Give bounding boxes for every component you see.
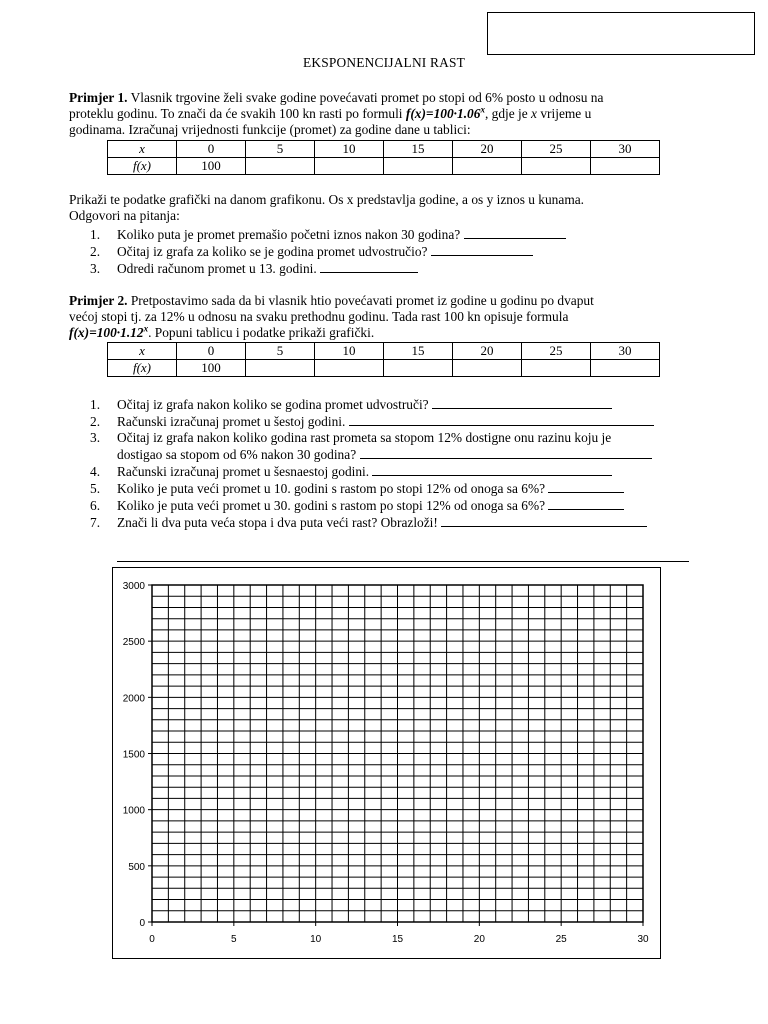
- fx-cell[interactable]: [315, 158, 384, 175]
- question-text: Koliko puta je promet premašio početni iznos nakon 30 godina?: [117, 227, 464, 242]
- example1-text-2a: proteklu godinu. To znači da će svakih 100 kn rasti po formuli: [69, 106, 406, 121]
- example2-question: [90, 514, 647, 531]
- question-text: Računski izračunaj promet u šesnaestoj godini.: [117, 464, 373, 479]
- example1-line1: [69, 90, 603, 106]
- fx-cell[interactable]: [246, 158, 315, 175]
- x-cell: 10: [315, 141, 384, 158]
- fx-cell[interactable]: [384, 158, 453, 175]
- question-text: Očitaj iz grafa nakon koliko se godina promet udvostruči?: [117, 397, 432, 412]
- example2-line2: većoj stopi tj. za 12% u odnosu na svaku prethodnu godinu. Tada rast 100 kn opisuje formula: [69, 309, 569, 324]
- fx-cell[interactable]: 100: [177, 158, 246, 175]
- table-row: [108, 360, 660, 377]
- y-tick-label: 1500: [122, 749, 145, 761]
- question-text: Očitaj iz grafa za koliko se je godina promet udvostručio?: [117, 244, 431, 259]
- question-text: dostigao sa stopom od 6% nakon 30 godina?: [117, 447, 360, 462]
- example2-question: [90, 430, 611, 446]
- question-number: 2.: [90, 414, 101, 429]
- question-text: Odredi računom promet u 13. godini.: [117, 261, 321, 276]
- example1-text-2c: vrijeme u: [537, 106, 592, 121]
- question-number: 3.: [90, 261, 101, 276]
- fx-header: f(x): [108, 158, 177, 175]
- x-cell: 30: [591, 141, 660, 158]
- x-header: x: [108, 141, 177, 158]
- y-tick-label: 0: [139, 918, 145, 929]
- example1-line2: [69, 106, 591, 122]
- x-cell: 0: [177, 141, 246, 158]
- fx-cell[interactable]: [315, 360, 384, 377]
- question-number: 1.: [90, 227, 101, 242]
- question-number: 7.: [90, 515, 101, 530]
- answer-blank[interactable]: [320, 260, 418, 273]
- x-tick-label: 30: [637, 934, 649, 945]
- answer-blank[interactable]: [349, 413, 654, 426]
- question-number: 2.: [90, 244, 101, 259]
- example2-text-3: . Popuni tablicu i podatke prikaži grafički.: [148, 325, 375, 340]
- fx-cell[interactable]: [384, 360, 453, 377]
- answer-blank[interactable]: [548, 497, 624, 510]
- example2-line3: [69, 325, 374, 341]
- x-header: x: [108, 343, 177, 360]
- table-row: [108, 141, 660, 158]
- example1-instructions-1: Prikaži te podatke grafički na danom grafikonu. Os x predstavlja godine, a os y iznos u kunama.: [69, 192, 585, 207]
- example2-table: [107, 342, 660, 377]
- x-cell: 10: [315, 343, 384, 360]
- example2-formula-exp: x: [143, 323, 149, 334]
- x-tick-label: 25: [555, 934, 567, 945]
- question-text: Koliko je puta veći promet u 30. godini s rastom po stopi 12% od onoga sa 6%?: [117, 498, 549, 513]
- x-cell: 20: [453, 343, 522, 360]
- y-tick-label: 2500: [122, 637, 145, 649]
- example2-question: [90, 480, 624, 497]
- table-row: [108, 158, 660, 175]
- answer-blank[interactable]: [548, 480, 624, 493]
- answer-blank[interactable]: [431, 243, 533, 256]
- example1-text-2b: , gdje je: [484, 106, 532, 121]
- answer-blank[interactable]: [441, 514, 647, 527]
- x-cell: 15: [384, 141, 453, 158]
- example1-question: [90, 226, 566, 243]
- x-cell: 30: [591, 343, 660, 360]
- answer-blank[interactable]: [372, 463, 612, 476]
- y-tick-label: 2000: [122, 693, 145, 705]
- y-tick-label: 1000: [122, 805, 145, 817]
- example1-question: [90, 243, 533, 260]
- fx-cell[interactable]: [453, 158, 522, 175]
- fx-cell[interactable]: [591, 360, 660, 377]
- x-cell: 20: [453, 141, 522, 158]
- name-box[interactable]: [487, 12, 755, 55]
- fx-cell[interactable]: [522, 360, 591, 377]
- example2-question-cont: [90, 446, 652, 463]
- example2-text-1: Pretpostavimo sada da bi vlasnik htio povećavati promet iz godine u godinu po dvaput: [127, 293, 594, 308]
- answer-blank[interactable]: [432, 396, 612, 409]
- example1-label: Primjer 1.: [69, 90, 128, 105]
- x-cell: 5: [246, 141, 315, 158]
- fx-cell[interactable]: 100: [177, 360, 246, 377]
- graph-grid-chart[interactable]: [112, 567, 661, 959]
- fx-cell[interactable]: [522, 158, 591, 175]
- question-text: Znači li dva puta veća stopa i dva puta veći rast? Obrazloži!: [117, 515, 442, 530]
- page-title: EKSPONENCIJALNI RAST: [302, 55, 466, 70]
- example2-line1: [69, 293, 594, 309]
- example1-table: [107, 140, 660, 175]
- x-tick-label: 10: [310, 934, 322, 945]
- example2-question: [90, 413, 654, 430]
- answer-blank[interactable]: [464, 226, 566, 239]
- example2-label: Primjer 2.: [69, 293, 128, 308]
- question-text: Koliko je puta veći promet u 10. godini s rastom po stopi 12% od onoga sa 6%?: [117, 481, 549, 496]
- question-text: Očitaj iz grafa nakon koliko godina rast prometa sa stopom 12% dostigne onu razinu koju je: [117, 430, 612, 445]
- x-tick-label: 5: [231, 934, 237, 945]
- x-cell: 15: [384, 343, 453, 360]
- example1-instructions-2: Odgovori na pitanja:: [69, 208, 180, 223]
- answer-blank[interactable]: [360, 446, 652, 459]
- x-tick-label: 20: [473, 934, 485, 945]
- question-number: 5.: [90, 481, 101, 496]
- question-text: Računski izračunaj promet u šestoj godini.: [117, 414, 349, 429]
- fx-cell[interactable]: [453, 360, 522, 377]
- question-number: 3.: [90, 430, 101, 445]
- example2-formula: f(x)=100·1.12: [69, 325, 144, 340]
- x-tick-label: 0: [149, 934, 155, 945]
- example2-question: [90, 497, 624, 514]
- fx-cell[interactable]: [591, 158, 660, 175]
- example1-formula-exp: x: [480, 104, 485, 115]
- fx-header: f(x): [108, 360, 177, 377]
- x-cell: 25: [522, 141, 591, 158]
- example1-text-1: Vlasnik trgovine želi svake godine povećavati promet po stopi od 6% posto u odnosu na: [127, 90, 604, 105]
- x-tick-label: 15: [391, 934, 404, 945]
- question-number: 4.: [90, 464, 101, 479]
- example1-line3: godinama. Izračunaj vrijednosti funkcije (promet) za godine dane u tablici:: [69, 122, 471, 137]
- y-tick-label: 3000: [122, 581, 145, 592]
- question-number: 6.: [90, 498, 101, 513]
- example1-formula: f(x)=100·1.06: [405, 106, 481, 121]
- x-cell: 0: [177, 343, 246, 360]
- table-row: [108, 343, 660, 360]
- x-cell: 25: [522, 343, 591, 360]
- x-cell: 5: [246, 343, 315, 360]
- example2-question: [90, 463, 612, 480]
- example2-question: [90, 396, 612, 413]
- fx-cell[interactable]: [246, 360, 315, 377]
- example1-var: x: [531, 106, 537, 121]
- example1-question: [90, 260, 418, 277]
- answer-line[interactable]: [117, 561, 689, 562]
- question-number: 1.: [90, 397, 101, 412]
- y-tick-label: 500: [128, 861, 145, 873]
